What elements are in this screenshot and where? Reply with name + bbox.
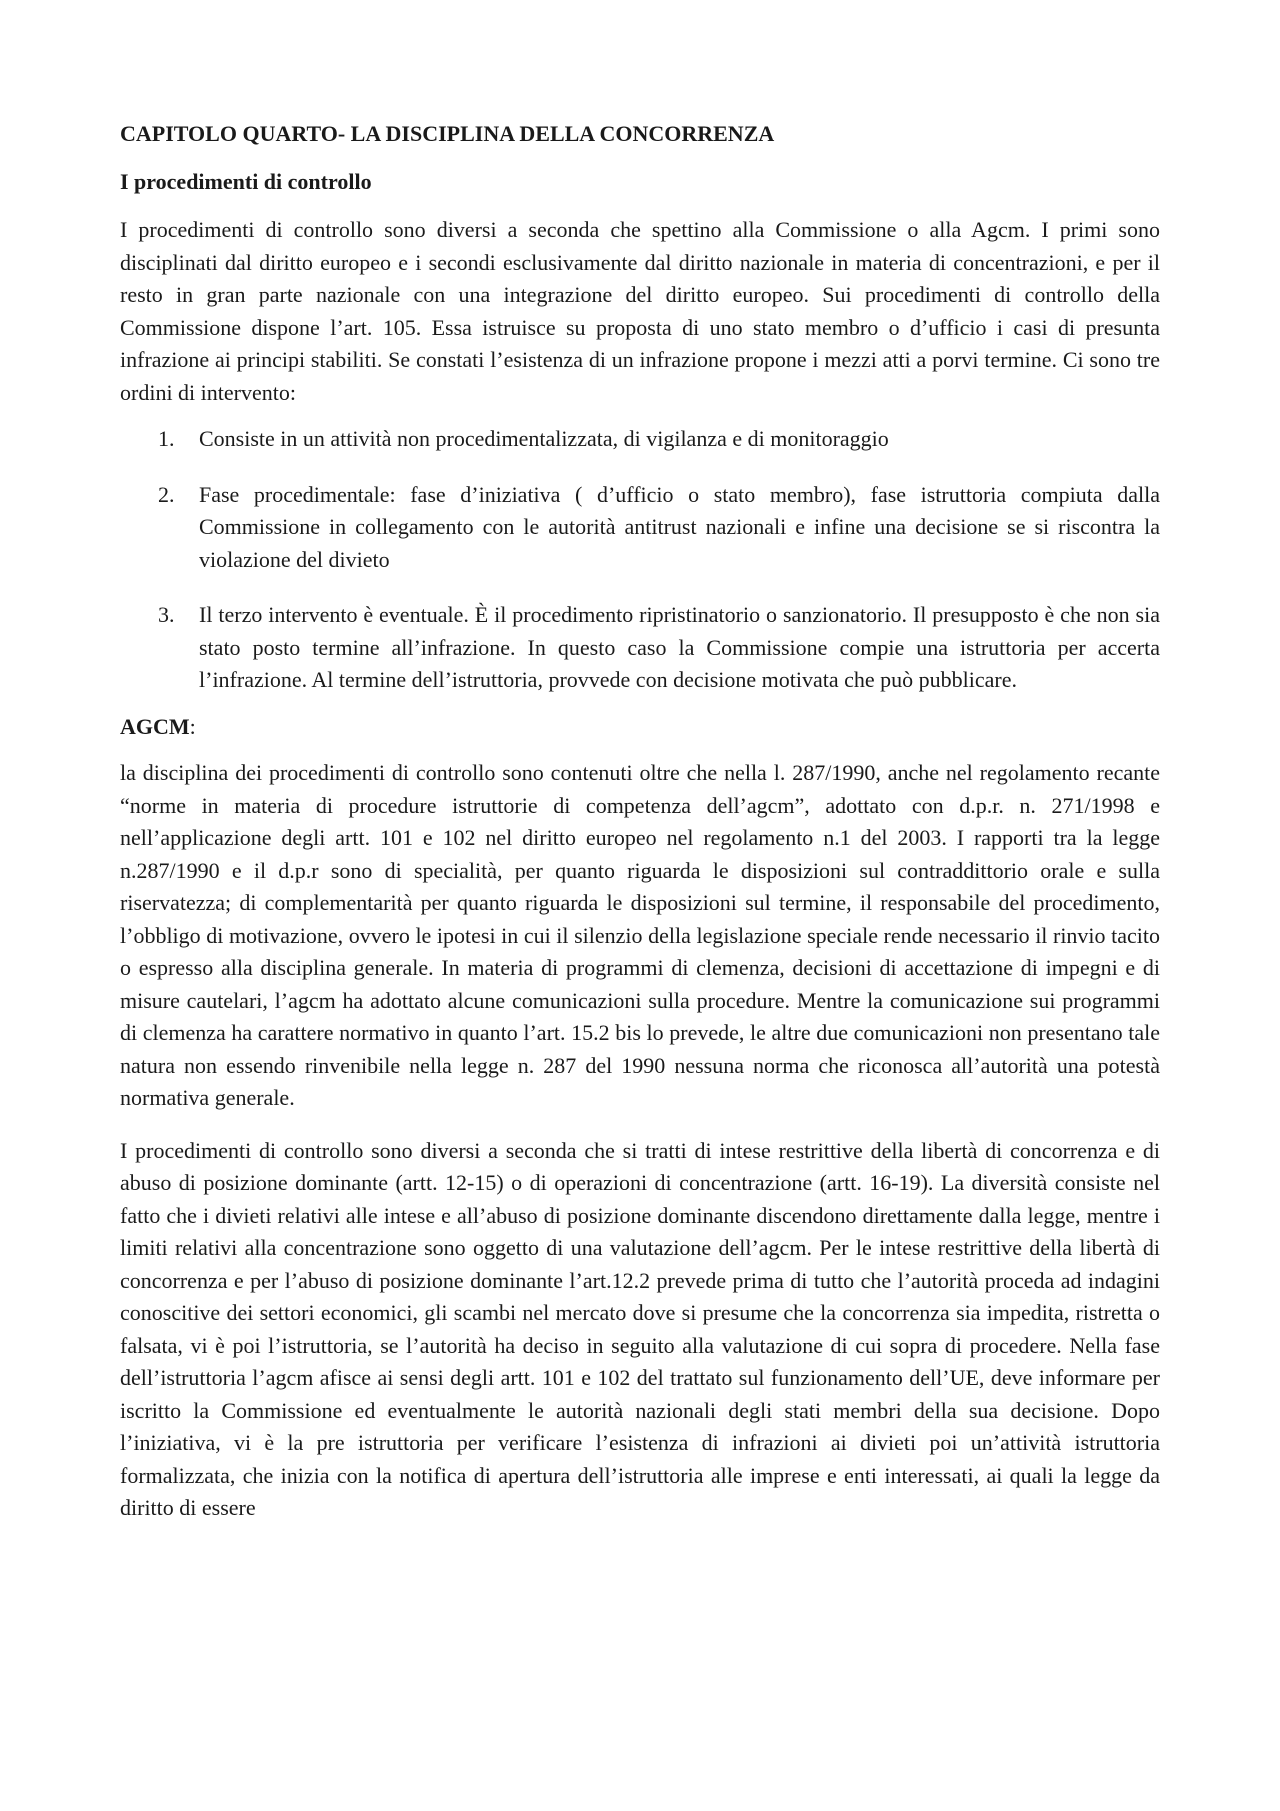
agcm-heading — [120, 711, 1160, 744]
list-item-number: 3. — [158, 602, 175, 627]
agcm-heading-colon: : — [189, 713, 196, 739]
document-page — [120, 118, 1160, 1525]
list-item-text: Il terzo intervento è eventuale. È il procedimento ripristinatorio o sanzionatorio. Il presupposto è che non sia stato posto termine all’infrazione. In questo caso la Commissione compie una istruttoria per accerta l’infrazione. Al termine dell’istruttoria, provvede con decisione motivata che può pubblicare. — [199, 602, 1160, 692]
intervention-list — [120, 423, 1160, 697]
list-item-number: 1. — [158, 426, 175, 451]
section-title: I procedimenti di controllo — [120, 168, 372, 194]
list-item-text: Consiste in un attività non procedimentalizzata, di vigilanza e di monitoraggio — [199, 426, 889, 451]
intro-paragraph: I procedimenti di controllo sono diversi a seconda che spettino alla Commissione o alla Agcm. I primi sono disciplinati dal diritto europeo e i secondi esclusivamente dal diritto nazionale in materia di concentrazioni, e per il resto in gran parte nazionale con una integrazione del diritto europeo. Sui procedimenti di controllo della Commissione dispone l’art. 105. Essa istruisce su proposta di uno stato membro o d’ufficio i casi di presunta infrazione ai principi stabiliti. Se constati l’esistenza di un infrazione propone i mezzi atti a porvi termine. Ci sono tre ordini di intervento: — [120, 217, 1160, 405]
agcm-heading-label: AGCM — [120, 713, 190, 739]
list-item-text: Fase procedimentale: fase d’iniziativa ( d’ufficio o stato membro), fase istruttoria compiuta dalla Commissione in collegamento con le autorità antitrust nazionali e infine una decisione se si riscontra la violazione del divieto — [199, 481, 1160, 572]
chapter-title: CAPITOLO QUARTO- LA DISCIPLINA DELLA CONCORRENZA — [120, 121, 775, 146]
list-item — [120, 479, 1160, 577]
agcm-paragraph-2: I procedimenti di controllo sono diversi a seconda che si tratti di intese restrittive della libertà di concorrenza e di abuso di posizione dominante (artt. 12-15) o di operazioni di concentrazione (artt. 16-19). La diversità consiste nel fatto che i divieti relativi alle intese e all’abuso di posizione dominante discendono direttamente dalla legge, mentre i limiti relativi alla concentrazione sono oggetto di una valutazione dell’agcm. Per le intese restrittive della libertà di concorrenza e per l’abuso di posizione dominante l’art.12.2 prevede prima di tutto che l’autorità proceda ad indagini conoscitive dei settori economici, gli scambi nel mercato dove si presume che la concorrenza sia impedita, ristretta o falsata, vi è poi l’istruttoria, se l’autorità ha deciso in seguito alla valutazione di cui sopra di procedere. Nella fase dell’istruttoria l’agcm afisce ai sensi degli artt. 101 e 102 del trattato sul funzionamento dell’UE, deve informare per iscritto la Commissione ed eventualmente le autorità nazionali degli stati membri della sua decisione. Dopo l’iniziativa, vi è la pre istruttoria per verificare l’esistenza di infrazioni ai divieti poi un’attività istruttoria formalizzata, che inizia con la notifica di apertura dell’istruttoria alle imprese e enti interessati, ai quali la legge da diritto di essere — [120, 1137, 1160, 1520]
list-item — [120, 599, 1160, 697]
list-item — [120, 423, 1160, 456]
list-item-number: 2. — [158, 481, 175, 507]
agcm-paragraph-1: la disciplina dei procedimenti di controllo sono contenuti oltre che nella l. 287/1990, anche nel regolamento recante “norme in materia di procedure istruttorie di competenza dell’agcm”, adottato con d.p.r. n. 271/1998 e nell’applicazione degli artt. 101 e 102 nel diritto europeo nel regolamento n.1 del 2003. I rapporti tra la legge n.287/1990 e il d.p.r sono di specialità, per quanto riguarda le disposizioni sul contraddittorio orale e sulla riservatezza; di complementarità per quanto riguarda le disposizioni sul termine, il responsabile del procedimento, l’obbligo di motivazione, ovvero le ipotesi in cui il silenzio della legislazione speciale rende necessario il rinvio tacito o espresso alla disciplina generale. In materia di programmi di clemenza, decisioni di accettazione di impegni e di misure cautelari, l’agcm ha adottato alcune comunicazioni sulla procedure. Mentre la comunicazione sui programmi di clemenza ha carattere normativo in quanto l’art. 15.2 bis lo prevede, le altre due comunicazioni non presentano tale natura non essendo rinvenibile nella legge n. 287 del 1990 nessuna norma che riconosca all’autorità una potestà normativa generale. — [120, 760, 1160, 1110]
